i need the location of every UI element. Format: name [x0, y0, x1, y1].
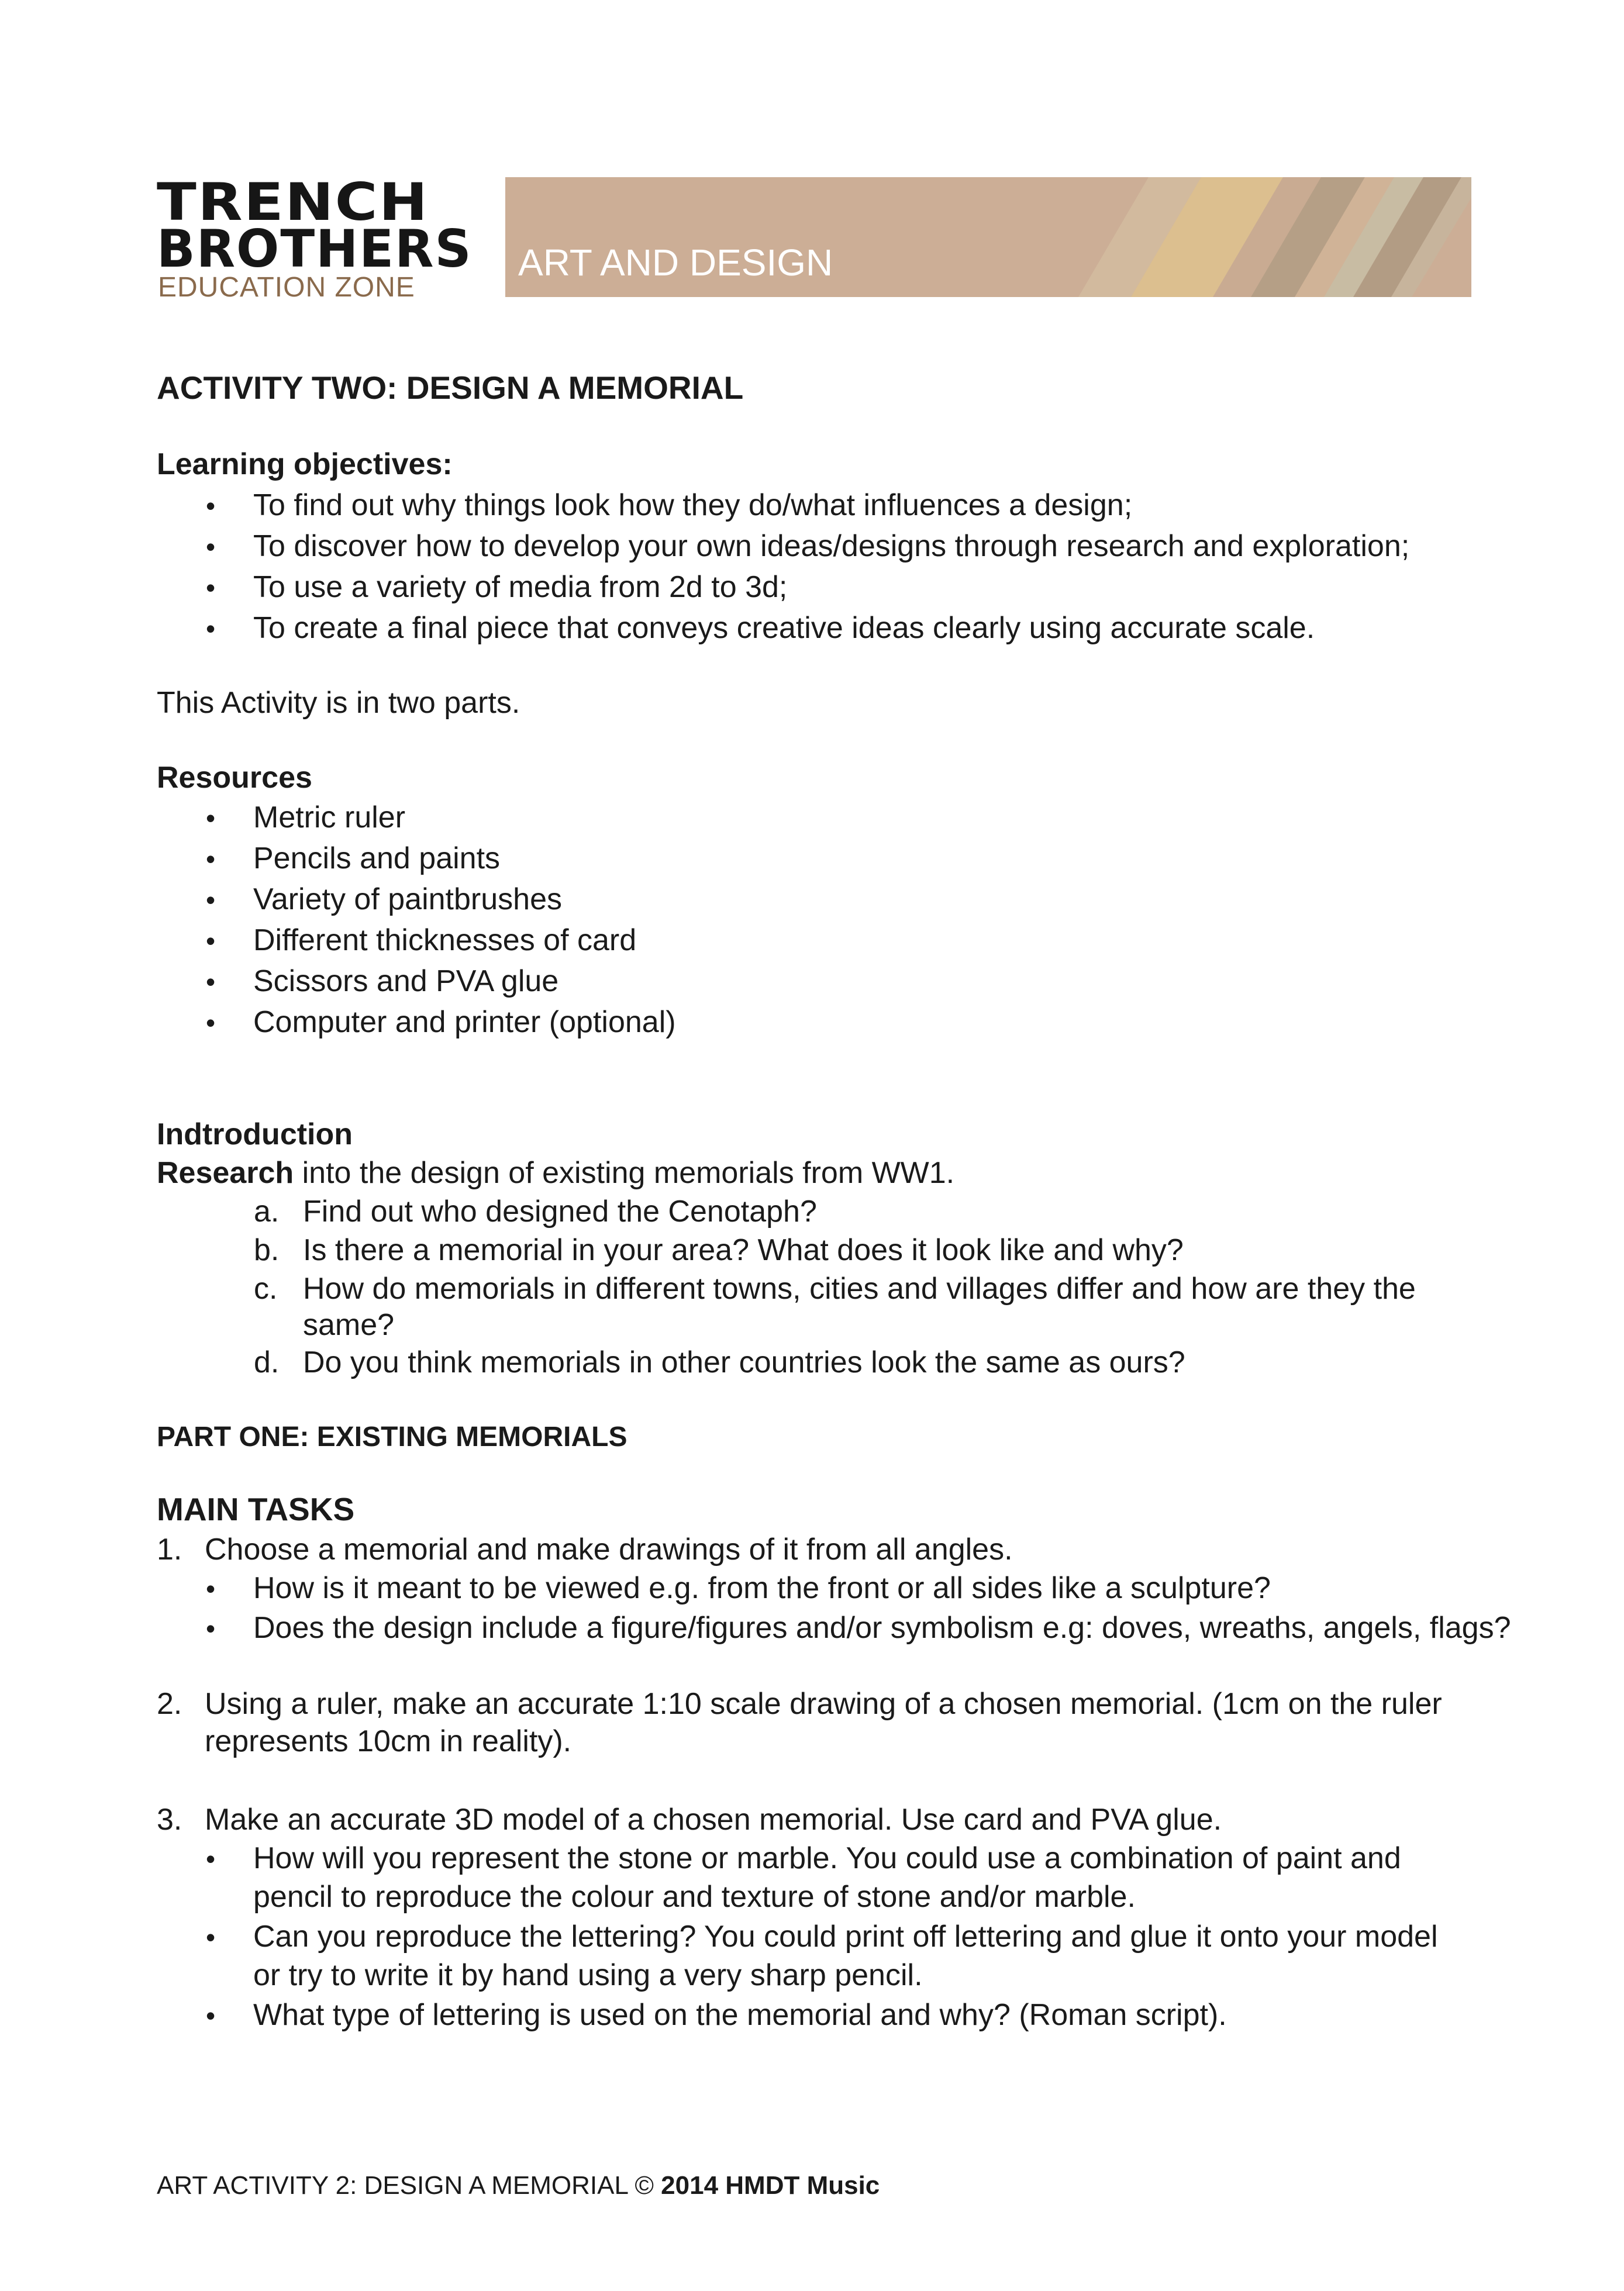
resource-item: Different thicknesses of card	[253, 923, 637, 957]
objective-item: To use a variety of media from 2d to 3d;	[253, 570, 788, 604]
task-bullet-text-continued: pencil to reproduce the colour and texture of stone and/or marble.	[253, 1880, 1136, 1914]
bullet-icon: •	[206, 1613, 216, 1644]
bullet-icon: •	[206, 885, 216, 915]
task-bullet-text: Can you reproduce the lettering? You could print off lettering and glue it onto your model	[253, 1920, 1438, 1954]
footer-copyright: 2014 HMDT Music	[661, 2171, 880, 2200]
part-one-heading: PART ONE: EXISTING MEMORIALS	[157, 1421, 627, 1452]
footer-prefix: ART ACTIVITY 2: DESIGN A MEMORIAL ©	[157, 2171, 661, 2200]
bullet-icon: •	[206, 491, 216, 521]
logo-line-3: EDUCATION ZONE	[158, 272, 415, 303]
trench-brothers-logo	[157, 172, 473, 303]
banner-title: ART AND DESIGN	[518, 241, 833, 284]
question-text: Is there a memorial in your area? What does it look like and why?	[303, 1233, 1184, 1267]
logo-line-1: TRENCH	[157, 172, 429, 232]
objective-item: To discover how to develop your own ideas/designs through research and exploration;	[253, 529, 1410, 563]
resources-heading: Resources	[157, 761, 312, 795]
task-bullet-text: How will you represent the stone or marble. You could use a combination of paint and	[253, 1841, 1401, 1875]
task-number: 1.	[157, 1533, 182, 1567]
question-text: How do memorials in different towns, cities and villages differ and how are they the	[303, 1272, 1416, 1306]
task-text: Choose a memorial and make drawings of it from all angles.	[205, 1533, 1013, 1567]
logo-line-2: BROTHERS	[157, 219, 473, 279]
bullet-icon: •	[206, 803, 216, 833]
task-text-continued: represents 10cm in reality).	[205, 1724, 572, 1758]
research-line	[157, 1158, 954, 1188]
bullet-icon: •	[206, 613, 216, 644]
section-banner	[505, 177, 1471, 297]
question-marker: b.	[254, 1233, 280, 1267]
task-text: Make an accurate 3D model of a chosen memorial. Use card and PVA glue.	[205, 1803, 1222, 1837]
intro-note: This Activity is in two parts.	[157, 686, 520, 720]
resource-item: Scissors and PVA glue	[253, 964, 559, 998]
main-tasks-heading: MAIN TASKS	[157, 1491, 355, 1527]
question-marker: a.	[254, 1195, 280, 1229]
bullet-icon: •	[206, 572, 216, 603]
question-marker: d.	[254, 1345, 280, 1379]
activity-title: ACTIVITY TWO: DESIGN A MEMORIAL	[157, 370, 744, 406]
objective-item: To create a final piece that conveys creative ideas clearly using accurate scale.	[253, 611, 1315, 645]
resource-item: Computer and printer (optional)	[253, 1005, 676, 1039]
objective-item: To find out why things look how they do/what influences a design;	[253, 488, 1133, 522]
bullet-icon: •	[206, 1574, 216, 1604]
resource-item: Pencils and paints	[253, 841, 501, 875]
bullet-icon: •	[206, 967, 216, 997]
resource-item: Variety of paintbrushes	[253, 882, 562, 916]
bullet-icon: •	[206, 1008, 216, 1038]
question-text-continued: same?	[303, 1308, 395, 1342]
task-bullet-text: Does the design include a figure/figures and/or symbolism e.g: doves, wreaths, angels, flags?	[253, 1611, 1511, 1645]
bullet-icon: •	[206, 1922, 216, 1952]
task-text: Using a ruler, make an accurate 1:10 scale drawing of a chosen memorial. (1cm on the ruler	[205, 1687, 1442, 1721]
research-text: into the design of existing memorials from WW1.	[294, 1156, 955, 1190]
objectives-heading: Learning objectives:	[157, 447, 453, 481]
page-footer	[157, 2173, 880, 2199]
introduction-heading: Indtroduction	[157, 1117, 353, 1151]
bullet-icon: •	[206, 926, 216, 956]
task-number: 3.	[157, 1803, 182, 1837]
research-label: Research	[157, 1156, 294, 1190]
question-marker: c.	[254, 1272, 278, 1306]
bullet-icon: •	[206, 2000, 216, 2031]
bullet-icon: •	[206, 532, 216, 562]
resource-item: Metric ruler	[253, 801, 406, 834]
question-text: Do you think memorials in other countries look the same as ours?	[303, 1345, 1185, 1379]
task-number: 2.	[157, 1687, 182, 1721]
bullet-icon: •	[206, 1844, 216, 1874]
task-bullet-text: How is it meant to be viewed e.g. from the front or all sides like a sculpture?	[253, 1571, 1271, 1605]
task-bullet-text-continued: or try to write it by hand using a very sharp pencil.	[253, 1958, 923, 1992]
task-bullet-text: What type of lettering is used on the memorial and why? (Roman script).	[253, 1998, 1227, 2032]
bullet-icon: •	[206, 844, 216, 874]
question-text: Find out who designed the Cenotaph?	[303, 1195, 817, 1229]
